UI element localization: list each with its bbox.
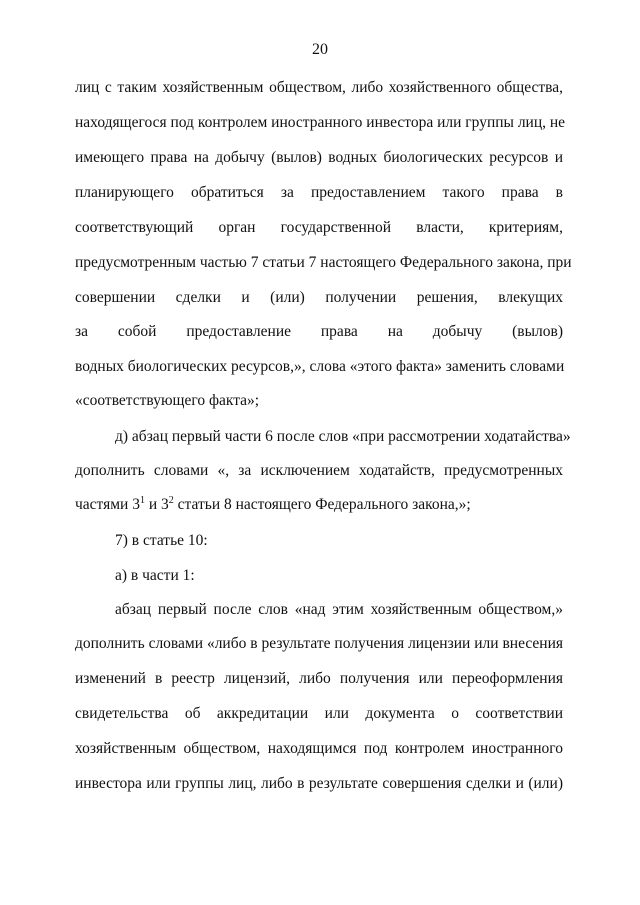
text-line: имеющего права на добычу (вылов) водных биологических ресурсов и: [75, 149, 563, 166]
text-line: изменений в реестр лицензий, либо получения или переоформления: [75, 670, 563, 687]
text-line: инвестора или группы лиц, либо в результате совершения сделки и (или): [75, 775, 563, 792]
superscript: 2: [168, 495, 174, 506]
superscript: 1: [139, 495, 145, 506]
text-line: свидетельства об аккредитации или документа о соответствии: [75, 705, 563, 722]
text-line-with-superscripts: [75, 495, 563, 515]
text-line: предусмотренным частью 7 статьи 7 настоящего Федерального закона, при: [75, 254, 572, 271]
paragraph-start-line: абзац первый после слов «над этим хозяйственным обществом,»: [115, 601, 563, 618]
page-number: 20: [312, 41, 328, 58]
text-line: лиц с таким хозяйственным обществом, либо хозяйственного общества,: [75, 79, 563, 96]
text-line: дополнить словами «либо в результате получения лицензии или внесения: [75, 635, 563, 652]
text-line: планирующего обратиться за предоставлением такого права в: [75, 184, 563, 201]
paragraph-start-line: д) абзац первый части 6 после слов «при рассмотрении ходатайства»: [115, 428, 571, 445]
text-line: находящегося под контролем иностранного инвестора или группы лиц, не: [75, 114, 566, 131]
text-line: хозяйственным обществом, находящимся под контролем иностранного: [75, 740, 563, 757]
text-fragment: частями 3: [75, 496, 140, 513]
paragraph-start-line: а) в части 1:: [115, 567, 195, 584]
text-line: «соответствующего факта»;: [75, 392, 260, 409]
text-fragment: статьи 8 настоящего Федерального закона,»;: [173, 496, 471, 513]
text-fragment: и 3: [144, 496, 169, 513]
paragraph-start-line: 7) в статье 10:: [115, 532, 208, 549]
text-line: соответствующий орган государственной власти, критериям,: [75, 219, 563, 236]
text-line: совершении сделки и (или) получении решения, влекущих: [75, 289, 563, 306]
text-line: водных биологических ресурсов,», слова «этого факта» заменить словами: [75, 358, 565, 375]
text-line: за собой предоставление права на добычу (вылов): [75, 323, 563, 340]
text-line: дополнить словами «, за исключением ходатайств, предусмотренных: [75, 462, 563, 479]
